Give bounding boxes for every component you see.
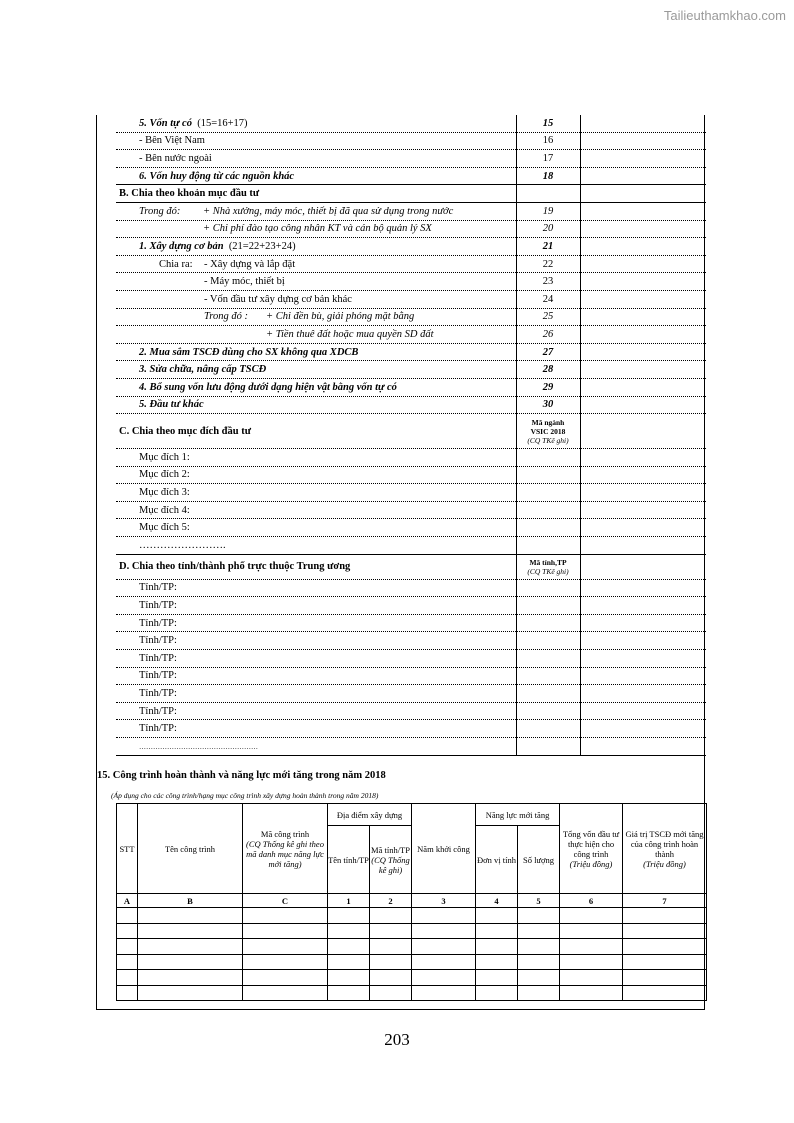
table-cell[interactable]	[518, 939, 560, 955]
column-label: 6	[560, 894, 623, 908]
table-row	[116, 501, 706, 519]
table-cell[interactable]	[623, 939, 707, 955]
header-gia-tri-tscd: Giá trị TSCĐ mới tăng của công trình hoàn thành (Triệu đồng)	[623, 804, 707, 894]
table-cell[interactable]	[412, 939, 476, 955]
table-cell[interactable]	[560, 923, 623, 939]
row-code	[516, 667, 580, 685]
table-row	[116, 202, 706, 220]
table-row	[116, 685, 706, 703]
watermark: Tailieuthamkhao.com	[663, 8, 786, 23]
table-cell[interactable]	[243, 970, 328, 986]
investment-table	[116, 115, 706, 756]
table-row	[117, 970, 707, 986]
row-label: 5. Đầu tư khác	[116, 396, 516, 414]
row-value[interactable]	[580, 361, 706, 379]
table-cell[interactable]	[138, 985, 243, 1001]
row-code: 30	[516, 396, 580, 414]
row-label: - Máy móc, thiết bị	[116, 273, 516, 291]
table-cell[interactable]	[328, 954, 370, 970]
row-label: 2. Mua sắm TSCĐ dùng cho SX không qua XDCB	[116, 343, 516, 361]
table-row	[116, 466, 706, 484]
row-code: 20	[516, 220, 580, 238]
row-code: 25	[516, 308, 580, 326]
page-number: 203	[384, 1030, 410, 1049]
row-label: + Tiền thuê đất hoặc mua quyền SD đất	[116, 326, 516, 344]
row-label: + Chi phí đào tạo công nhân KT và cán bộ quản lý SX	[116, 220, 516, 238]
table-cell[interactable]	[243, 908, 328, 924]
row-label: Tỉnh/TP:	[116, 614, 516, 632]
table-row	[116, 597, 706, 615]
row-code	[516, 466, 580, 484]
table-cell[interactable]	[476, 954, 518, 970]
table-row	[116, 132, 706, 150]
table-row	[116, 255, 706, 273]
row-code: 19	[516, 202, 580, 220]
row-label: Mục đích 4:	[116, 501, 516, 519]
table-row	[116, 220, 706, 238]
row-value[interactable]	[580, 343, 706, 361]
row-value[interactable]	[580, 378, 706, 396]
row-value[interactable]	[580, 202, 706, 220]
table-cell[interactable]	[518, 954, 560, 970]
row-code	[516, 449, 580, 467]
row-value[interactable]	[580, 326, 706, 344]
table-cell[interactable]	[138, 939, 243, 955]
row-code	[516, 579, 580, 597]
table-row	[116, 484, 706, 502]
table-cell[interactable]	[370, 939, 412, 955]
row-code	[516, 185, 580, 203]
table-row	[116, 537, 706, 555]
table-row	[116, 185, 706, 203]
row-code	[516, 738, 580, 756]
row-value[interactable]	[580, 519, 706, 537]
header-ten-tinh: Tên tỉnh/TP	[328, 826, 370, 894]
table-cell[interactable]	[117, 954, 138, 970]
table-cell[interactable]	[623, 970, 707, 986]
table-row	[116, 414, 706, 449]
table-cell[interactable]	[560, 970, 623, 986]
header-ma-tinh: Mã tỉnh/TP (CQ Thống kê ghi)	[370, 826, 412, 894]
row-label: Tỉnh/TP:	[116, 720, 516, 738]
table-row	[117, 954, 707, 970]
row-value[interactable]	[580, 185, 706, 203]
row-label: 3. Sửa chữa, nâng cấp TSCĐ	[116, 361, 516, 379]
table-cell[interactable]	[370, 970, 412, 986]
row-value[interactable]	[580, 685, 706, 703]
row-code: 24	[516, 290, 580, 308]
column-label: 2	[370, 894, 412, 908]
row-value[interactable]	[580, 501, 706, 519]
row-code: 15	[516, 115, 580, 132]
row-label: Tỉnh/TP:	[116, 667, 516, 685]
row-code	[516, 484, 580, 502]
row-code: 22	[516, 255, 580, 273]
table-row	[116, 650, 706, 668]
table-row	[116, 308, 706, 326]
table-cell[interactable]	[328, 985, 370, 1001]
row-value[interactable]	[580, 396, 706, 414]
row-value[interactable]	[580, 167, 706, 185]
row-value[interactable]	[580, 484, 706, 502]
table-cell[interactable]	[623, 954, 707, 970]
row-code	[516, 650, 580, 668]
table-row	[116, 115, 706, 132]
table-row	[116, 449, 706, 467]
table-cell[interactable]	[412, 954, 476, 970]
table-row	[117, 908, 707, 924]
table-row	[116, 326, 706, 344]
table-cell[interactable]	[623, 923, 707, 939]
table-row	[116, 290, 706, 308]
row-code	[516, 597, 580, 615]
table-row	[116, 554, 706, 579]
table-cell[interactable]	[476, 923, 518, 939]
row-label: Mục đích 3:	[116, 484, 516, 502]
row-label: C. Chia theo mục đích đầu tư	[116, 414, 516, 449]
header-nam-khoi-cong: Năm khởi công	[412, 804, 476, 894]
row-code	[516, 537, 580, 555]
table-row	[116, 238, 706, 256]
column-label: 5	[518, 894, 560, 908]
table-row	[116, 614, 706, 632]
table-row	[117, 923, 707, 939]
row-value[interactable]	[580, 702, 706, 720]
row-code: 29	[516, 378, 580, 396]
table-cell[interactable]	[138, 923, 243, 939]
row-value[interactable]	[580, 238, 706, 256]
row-value[interactable]	[580, 614, 706, 632]
table-cell[interactable]	[370, 908, 412, 924]
table-cell[interactable]	[623, 985, 707, 1001]
header-ma-cong-trinh: Mã công trình (CQ Thống kê ghi theo mã danh mục năng lực mới tăng)	[243, 804, 328, 894]
row-label: 5. Vốn tự có (15=16+17)	[116, 115, 516, 132]
table-cell[interactable]	[560, 954, 623, 970]
row-value[interactable]	[580, 597, 706, 615]
column-label: A	[117, 894, 138, 908]
table-cell[interactable]	[370, 923, 412, 939]
column-label: 4	[476, 894, 518, 908]
row-code	[516, 632, 580, 650]
row-code: 16	[516, 132, 580, 150]
table-cell[interactable]	[476, 985, 518, 1001]
table-cell[interactable]	[412, 985, 476, 1001]
row-value[interactable]	[580, 132, 706, 150]
row-code	[516, 702, 580, 720]
row-label: 1. Xây dựng cơ bản (21=22+23+24)	[116, 238, 516, 256]
table-cell[interactable]	[412, 908, 476, 924]
row-label: Tỉnh/TP:	[116, 579, 516, 597]
table-row	[116, 519, 706, 537]
row-code	[516, 720, 580, 738]
row-label: 6. Vốn huy động từ các nguồn khác	[116, 167, 516, 185]
row-value[interactable]	[580, 308, 706, 326]
row-label: Tỉnh/TP:	[116, 685, 516, 703]
table-cell[interactable]	[117, 908, 138, 924]
table-cell[interactable]	[243, 939, 328, 955]
table-row	[116, 150, 706, 168]
row-value[interactable]	[580, 579, 706, 597]
table-cell[interactable]	[560, 939, 623, 955]
table-row	[116, 378, 706, 396]
section-15-title: 15. Công trình hoàn thành và năng lực mới tăng trong năm 2018	[97, 770, 386, 781]
table-cell[interactable]	[117, 939, 138, 955]
row-code	[516, 685, 580, 703]
table-row	[116, 343, 706, 361]
row-label: Tỉnh/TP:	[116, 632, 516, 650]
table-row	[116, 273, 706, 291]
header-tong-von: Tổng vốn đầu tư thực hiện cho công trình (Triệu đồng)	[560, 804, 623, 894]
table-cell[interactable]	[243, 923, 328, 939]
header-so-luong: Số lượng	[518, 826, 560, 894]
row-code: 27	[516, 343, 580, 361]
row-label: B. Chia theo khoản mục đầu tư	[116, 185, 516, 203]
row-label: 4. Bổ sung vốn lưu động dưới dạng hiện vật bằng vốn tự có	[116, 378, 516, 396]
row-code: 18	[516, 167, 580, 185]
row-label: ……………………………………………	[116, 738, 516, 756]
row-code	[516, 501, 580, 519]
table-cell[interactable]	[623, 908, 707, 924]
table-cell[interactable]	[117, 985, 138, 1001]
row-code: Mã tỉnh,TP (CQ TKê ghi)	[516, 554, 580, 579]
row-value[interactable]	[580, 738, 706, 756]
table-cell[interactable]	[117, 970, 138, 986]
header-stt: STT	[117, 804, 138, 894]
row-label: - Vốn đầu tư xây dựng cơ bản khác	[116, 290, 516, 308]
table-cell[interactable]	[518, 985, 560, 1001]
row-label: Tỉnh/TP:	[116, 597, 516, 615]
row-label: Tỉnh/TP:	[116, 650, 516, 668]
table-cell[interactable]	[328, 939, 370, 955]
table-row	[116, 579, 706, 597]
table-row	[116, 396, 706, 414]
row-value[interactable]	[580, 414, 706, 449]
header-ten-cong-trinh: Tên công trình	[138, 804, 243, 894]
table-row	[116, 738, 706, 756]
row-label: Trong đó: + Nhà xưởng, máy móc, thiết bị đã qua sử dụng trong nước	[116, 202, 516, 220]
row-value[interactable]	[580, 650, 706, 668]
table-row	[116, 667, 706, 685]
column-label: 7	[623, 894, 707, 908]
table-cell[interactable]	[328, 970, 370, 986]
table-row	[116, 361, 706, 379]
row-label: - Bên nước ngoài	[116, 150, 516, 168]
table-cell[interactable]	[476, 970, 518, 986]
row-label: D. Chia theo tỉnh/thành phố trực thuộc Trung ương	[116, 554, 516, 579]
table-cell[interactable]	[518, 970, 560, 986]
row-label: - Bên Việt Nam	[116, 132, 516, 150]
row-label: Mục đích 2:	[116, 466, 516, 484]
row-value[interactable]	[580, 273, 706, 291]
row-label: Mục đích 1:	[116, 449, 516, 467]
row-code: 21	[516, 238, 580, 256]
table-row	[116, 702, 706, 720]
header-don-vi: Đơn vị tính	[476, 826, 518, 894]
row-code: 26	[516, 326, 580, 344]
table-cell[interactable]	[518, 908, 560, 924]
row-value[interactable]	[580, 667, 706, 685]
table-cell[interactable]	[370, 954, 412, 970]
table-cell[interactable]	[476, 939, 518, 955]
row-value[interactable]	[580, 554, 706, 579]
row-code: 23	[516, 273, 580, 291]
row-label: Chia ra: - Xây dựng và lắp đặt	[116, 255, 516, 273]
table-cell[interactable]	[412, 970, 476, 986]
row-value[interactable]	[580, 150, 706, 168]
table-cell[interactable]	[117, 923, 138, 939]
row-code: Mã ngành VSIC 2018 (CQ TKê ghi)	[516, 414, 580, 449]
table-cell[interactable]	[138, 954, 243, 970]
table-row	[117, 985, 707, 1001]
table-cell[interactable]	[560, 985, 623, 1001]
row-code	[516, 614, 580, 632]
table-row	[116, 167, 706, 185]
header-dia-diem: Địa điểm xây dựng	[328, 804, 412, 826]
table-cell[interactable]	[370, 985, 412, 1001]
table-cell[interactable]	[476, 908, 518, 924]
table-cell[interactable]	[138, 908, 243, 924]
row-code	[516, 519, 580, 537]
table-row	[116, 632, 706, 650]
row-value[interactable]	[580, 220, 706, 238]
row-value[interactable]	[580, 466, 706, 484]
table-row	[117, 939, 707, 955]
row-value[interactable]	[580, 632, 706, 650]
column-label: 1	[328, 894, 370, 908]
header-nang-luc: Năng lực mới tăng	[476, 804, 560, 826]
row-value[interactable]	[580, 290, 706, 308]
section-15-note: (Áp dụng cho các công trình/hạng mục công trình xây dựng hoàn thành trong năm 2018)	[111, 791, 379, 800]
row-label: Tỉnh/TP:	[116, 702, 516, 720]
row-value[interactable]	[580, 255, 706, 273]
table-cell[interactable]	[560, 908, 623, 924]
row-label: …………………….	[116, 537, 516, 555]
table-cell[interactable]	[328, 908, 370, 924]
column-label: C	[243, 894, 328, 908]
table-cell[interactable]	[328, 923, 370, 939]
table-cell[interactable]	[412, 923, 476, 939]
column-label: 3	[412, 894, 476, 908]
table-cell[interactable]	[138, 970, 243, 986]
row-value[interactable]	[580, 720, 706, 738]
table-cell[interactable]	[518, 923, 560, 939]
row-code: 28	[516, 361, 580, 379]
table-row	[116, 720, 706, 738]
completed-works-table	[116, 803, 707, 1001]
row-label: Trong đó : + Chi đền bù, giải phóng mặt bằng	[116, 308, 516, 326]
row-code: 17	[516, 150, 580, 168]
row-value[interactable]	[580, 449, 706, 467]
row-label: Mục đích 5:	[116, 519, 516, 537]
table-cell[interactable]	[243, 954, 328, 970]
table-cell[interactable]	[243, 985, 328, 1001]
row-value[interactable]	[580, 537, 706, 555]
column-label: B	[138, 894, 243, 908]
row-value[interactable]	[580, 115, 706, 132]
